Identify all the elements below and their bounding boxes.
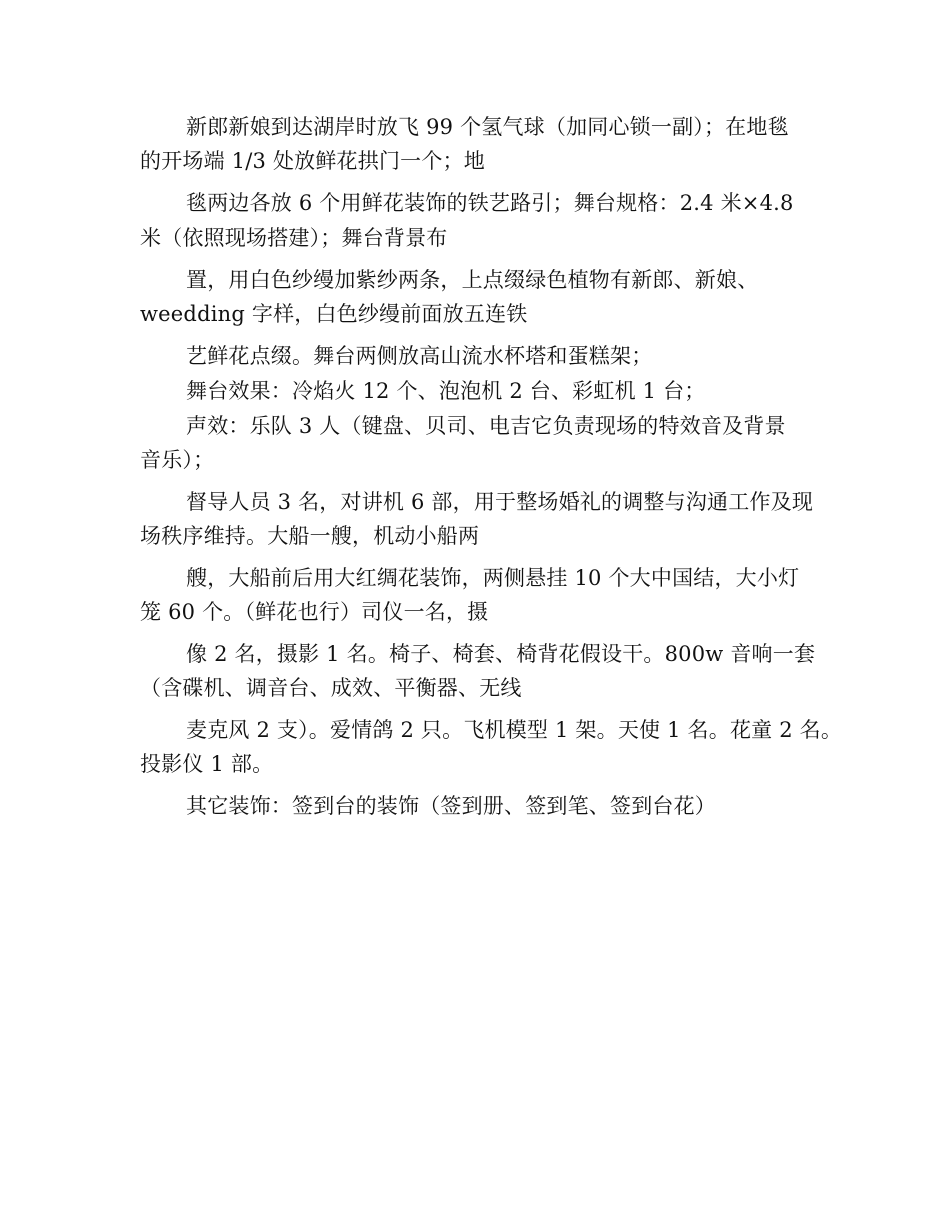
text-line: 的开场端 1/3 处放鲜花拱门一个；地: [140, 149, 485, 173]
text-line: 其它装饰：签到台的装饰（签到册、签到笔、签到台花）: [186, 794, 716, 818]
text-line: 笼 60 个。（鲜花也行）司仪一名，摄: [140, 600, 489, 624]
text-line: 毯两边各放 6 个用鲜花装饰的铁艺路引；舞台规格：2.4 米×4.8: [186, 191, 794, 215]
text-line: 新郎新娘到达湖岸时放飞 99 个氢气球（加同心锁一副）；在地毯: [186, 115, 789, 139]
text-line: 艺鲜花点缀。舞台两侧放高山流水杯塔和蛋糕架；: [186, 344, 653, 368]
text-line: （含碟机、调音台、成效、平衡器、无线: [140, 676, 522, 700]
text-line: 声效：乐队 3 人（键盘、贝司、电吉它负责现场的特效音及背景: [186, 414, 786, 438]
text-line: 舞台效果：冷焰火 12 个、泡泡机 2 台、彩虹机 1 台；: [186, 379, 706, 403]
text-line: 麦克风 2 支）。爱情鸽 2 只。飞机模型 1 架。天使 1 名。花童 2 名。: [186, 718, 843, 742]
text-line: 音乐）；: [140, 448, 215, 472]
text-line: 投影仪 1 部。: [140, 752, 274, 776]
text-line: 像 2 名，摄影 1 名。椅子、椅套、椅背花假设干。800w 音响一套: [186, 642, 816, 666]
text-line: weedding 字样，白色纱缦前面放五连铁: [140, 302, 528, 326]
text-line: 场秩序维持。大船一艘，机动小船两: [140, 524, 480, 548]
text-line: 督导人员 3 名，对讲机 6 部，用于整场婚礼的调整与沟通工作及现: [186, 490, 814, 514]
text-line: 艘，大船前后用大红绸花装饰，两侧悬挂 10 个大中国结，大小灯: [186, 566, 800, 590]
text-line: 置，用白色纱缦加紫纱两条，上点缀绿色植物有新郎、新娘、: [186, 268, 759, 292]
text-line: 米（依照现场搭建）；舞台背景布: [140, 226, 448, 250]
